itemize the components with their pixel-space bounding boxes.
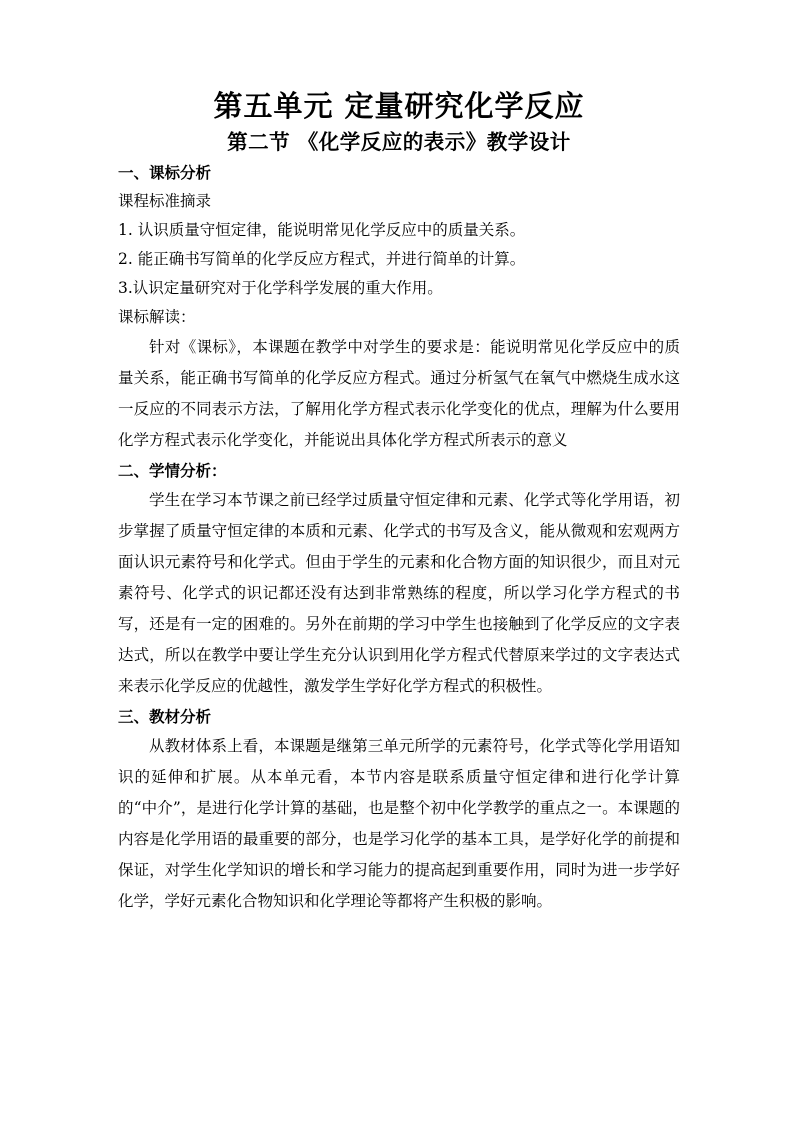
- text-line: 1. 认识质量守恒定律，能说明常见化学反应中的质量关系。: [118, 221, 526, 239]
- section-textbook-analysis: [118, 702, 680, 917]
- text-line: 课标解读：: [118, 308, 196, 326]
- document-title: 第五单元 定量研究化学反应: [213, 89, 585, 123]
- text-line: 3.认识定量研究对于化学科学发展的重大作用。: [118, 279, 443, 297]
- text-line: 2. 能正确书写简单的化学反应方程式，并进行简单的计算。: [118, 250, 526, 268]
- section-heading: 二、学情分析：: [118, 461, 227, 480]
- section-heading: 三、教材分析: [118, 707, 212, 726]
- section-heading: 一、课标分析: [118, 163, 212, 182]
- document-page: [118, 84, 680, 917]
- section-curriculum-analysis: [118, 158, 680, 456]
- section-student-analysis: [118, 456, 680, 702]
- paragraph: 从教材体系上看，本课题是继第三单元所学的元素符号，化学式等化学用语知识的延伸和扩展。从本单元看，本节内容是联系质量守恒定律和进行化学计算的“中介”，是进行化学计算的基础，也是整个初中化学教学的重点之一。本课题的内容是化学用语的最重要的部分，也是学习化学的基本工具，是学好化学的前提和保证，对学生化学知识的增长和学习能力的提高起到重要作用，同时为进一步学好化学，学好元素化合物知识和化学理论等都将产生积极的影响。: [118, 737, 680, 910]
- document-subtitle: 第二节 《化学反应的表示》教学设计: [227, 130, 571, 154]
- paragraph: 学生在学习本节课之前已经学过质量守恒定律和元素、化学式等化学用语，初步掌握了质量守恒定律的本质和元素、化学式的书写及含义，能从微观和宏观两方面认识元素符号和化学式。但由于学生的元素和化合物方面的知识很少，而且对元素符号、化学式的识记都还没有达到非常熟练的程度，所以学习化学方程式的书写，还是有一定的困难的。另外在前期的学习中学生也接触到了化学反应的文字表达式，所以在教学中要让学生充分认识到用化学方程式代替原来学过的文字表达式来表示化学反应的优越性，激发学生学好化学方程式的积极性。: [118, 491, 680, 695]
- text-line: 课程标准摘录: [118, 192, 212, 210]
- paragraph: 针对《课标》，本课题在教学中对学生的要求是：能说明常见化学反应中的质量关系，能正确书写简单的化学反应方程式。通过分析氢气在氧气中燃烧生成水这一反应的不同表示方法，了解用化学方程式表示化学变化的优点，理解为什么要用化学方程式表示化学变化，并能说出具体化学方程式所表示的意义: [118, 338, 680, 449]
